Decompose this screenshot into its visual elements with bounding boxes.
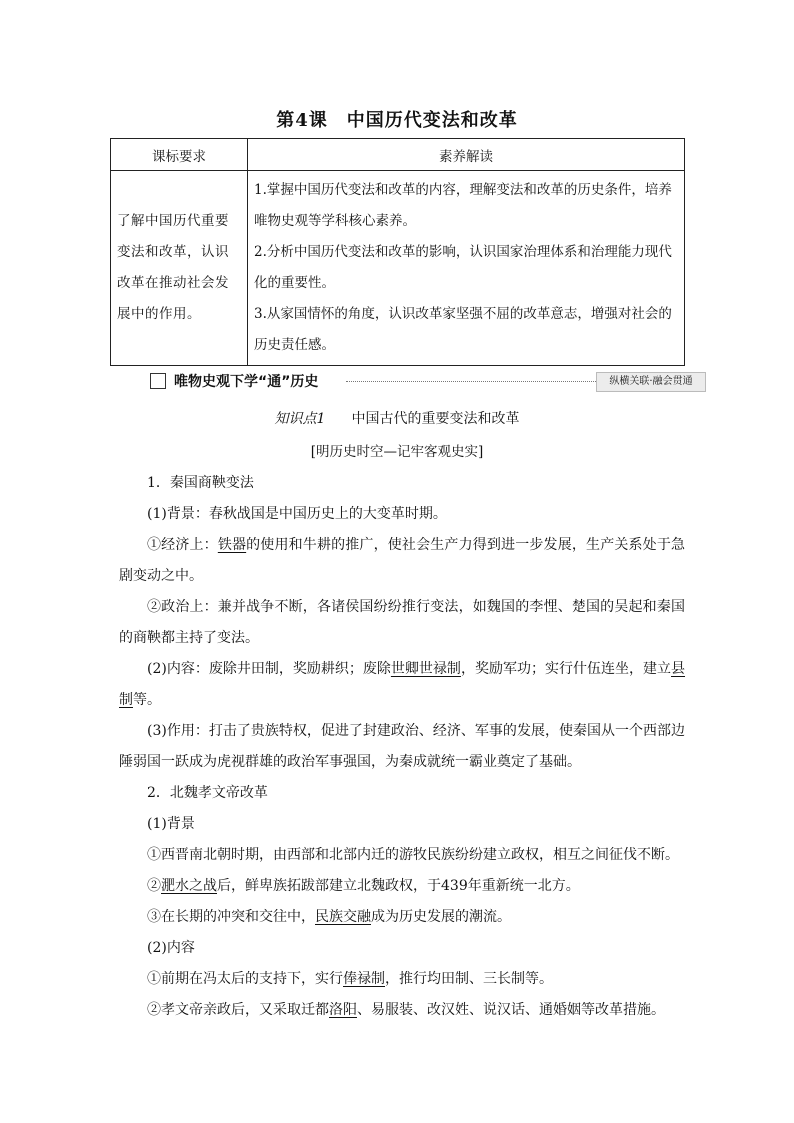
table-header-row (111, 139, 685, 171)
header-curriculum-requirement: 课标要求 (111, 139, 248, 171)
key-term: 洛阳 (329, 1002, 357, 1018)
key-term: 民族交融 (315, 909, 371, 925)
paragraph: (1)背景 (147, 816, 195, 832)
paragraph: ②孝文帝亲政后，又采取迁都洛阳、易服装、改汉姓、说汉话、通婚姻等改革措施。 (147, 1002, 665, 1018)
key-term: 俸禄制 (343, 971, 385, 987)
paragraph: ①前期在冯太后的支持下，实行俸禄制，推行均田制、三长制等。 (147, 971, 553, 987)
key-term: 淝水之战 (161, 878, 217, 894)
section-banner (150, 370, 706, 392)
paragraph: ③在长期的冲突和交往中，民族交融成为历史发展的潮流。 (147, 909, 511, 925)
key-term: 县制 (119, 661, 686, 708)
paragraph: (1)背景：春秋战国是中国历史上的大变革时期。 (147, 506, 447, 522)
paragraph: ②淝水之战后，鲜卑族拓跋部建立北魏政权，于439年重新统一北方。 (147, 878, 580, 894)
literacy-item: 1.掌握中国历代变法和改革的内容，理解变法和改革的历史条件，培养唯物史观等学科核心素养。 (254, 182, 672, 229)
content-body (119, 468, 685, 1026)
curriculum-requirement-cell: 了解中国历代重要变法和改革，认识改革在推动社会发展中的作用。 (111, 171, 248, 366)
knowledge-point-heading (0, 408, 794, 428)
knowledge-point-number: 知识点1 (274, 411, 326, 427)
literacy-item: 2.分析中国历代变法和改革的影响，认识国家治理体系和治理能力现代化的重要性。 (254, 244, 672, 291)
literacy-interpretation-cell (248, 171, 685, 366)
section-tag: 纵横关联·融会贯通 (596, 372, 706, 392)
table-row (111, 171, 685, 366)
key-term: 铁器 (217, 537, 247, 553)
paragraph: ②政治上：兼并战争不断，各诸侯国纷纷推行变法，如魏国的李悝、楚国的吴起和秦国的商鞅都主持了变法。 (119, 599, 685, 646)
knowledge-point-subhead: [明历史时空—记牢客观史实] (310, 444, 484, 460)
paragraph: (2)内容：废除井田制，奖励耕织；废除世卿世禄制，奖励军功；实行什伍连坐，建立县制等。 (119, 661, 686, 708)
heading-shang-yang: 1．秦国商鞅变法 (147, 475, 254, 491)
header-literacy-interpretation: 素养解读 (248, 139, 685, 171)
knowledge-point-title: 中国古代的重要变法和改革 (351, 411, 520, 427)
curriculum-table (110, 138, 685, 366)
paragraph: ①经济上：铁器的使用和牛耕的推广，使社会生产力得到进一步发展，生产关系处于急剧变动之中。 (119, 537, 686, 584)
section-square-icon (150, 373, 166, 389)
paragraph: ①西晋南北朝时期，由西部和北部内迁的游牧民族纷纷建立政权，相互之间征伐不断。 (147, 847, 679, 863)
lesson-title: 第4课 中国历代变法和改革 (276, 110, 518, 131)
paragraph: (3)作用：打击了贵族特权，促进了封建政治、经济、军事的发展，使秦国从一个西部边陲弱国一跃成为虎视群雄的政治军事强国，为秦成就统一霸业奠定了基础。 (119, 723, 685, 770)
section-divider (346, 381, 596, 382)
key-term: 世卿世禄制 (390, 661, 461, 677)
literacy-item: 3.从家国情怀的角度，认识改革家坚强不屈的改革意志，增强对社会的历史责任感。 (254, 306, 672, 353)
paragraph: (2)内容 (147, 940, 195, 956)
heading-xiaowen-reform: 2．北魏孝文帝改革 (147, 785, 268, 801)
section-label: 唯物史观下学“通”历史 (174, 374, 319, 390)
